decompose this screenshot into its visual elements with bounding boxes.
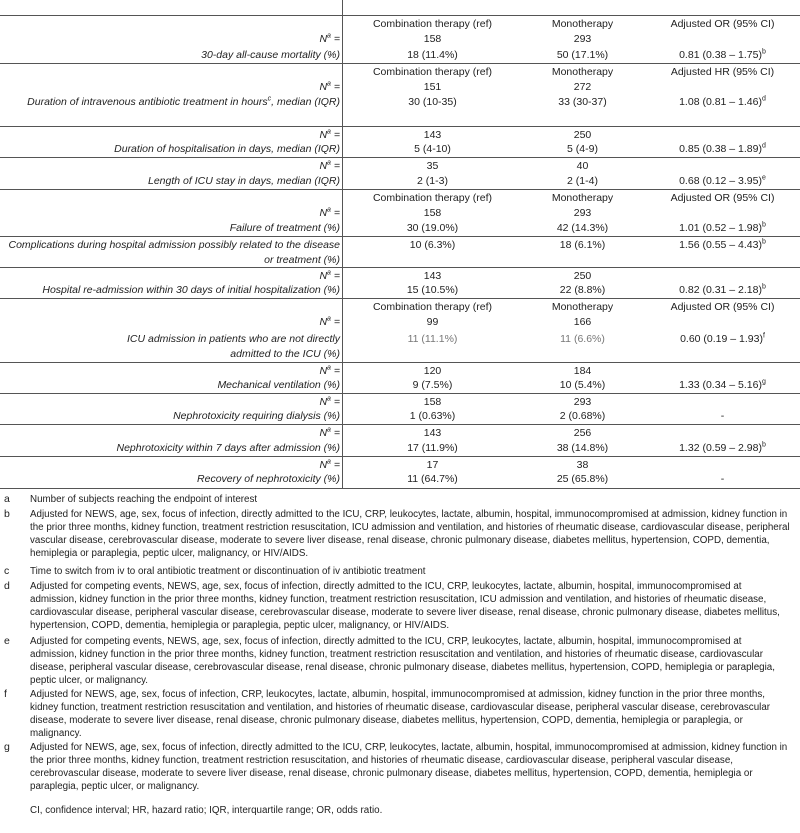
outcome-label: Duration of intravenous antibiotic treatment in hours$^c$, median (IQR): [27, 95, 340, 108]
value-combination: 30 (10-35): [408, 96, 457, 108]
value-combination: 11 (11.1%): [407, 333, 458, 345]
n-combination: 99: [426, 316, 439, 328]
n-combination: 17: [426, 459, 439, 471]
outcome-row: [0, 237, 800, 267]
outcome-row: [0, 440, 800, 456]
header-combination: Combination therapy (ref): [372, 301, 493, 313]
header-row: [0, 16, 800, 32]
value-effect: 0.85 (0.38 – 1.89)$^d$: [679, 142, 766, 155]
n-label: $N^a$ =: [319, 159, 340, 172]
header-monotherapy: Monotherapy: [551, 192, 614, 204]
value-monotherapy: 11 (6.6%): [560, 333, 605, 345]
value-effect: -: [720, 473, 725, 485]
outcome-row: [0, 141, 800, 157]
value-effect: 0.68 (0.12 – 3.95)$^e$: [679, 174, 766, 187]
footnote-key: g: [4, 741, 10, 753]
value-effect: -: [720, 410, 725, 422]
value-combination: 18 (11.4%): [407, 49, 458, 61]
footnote-text: Adjusted for NEWS, age, sex, focus of infection, directly admitted to the ICU, CRP, leukocytes, lactate, albumin, hospital, immunocompromised at admission, kidney function in the prior three months, kidney function, treatment restriction resuscitation, and histories of rheumatic disease, cardiovascular disease, peripheral vascular disease, cerebrovascular disease, moderate to severe liver disease, renal disease, chronic pulmonary disease, diabetes mellitus, hypertension, COPD, dementia, hemiplegia or paraplegia, peptic ulcer, or malignancy.: [30, 742, 788, 792]
value-monotherapy: 22 (8.8%): [559, 284, 606, 296]
n-row: [0, 79, 800, 95]
outcome-label: Failure of treatment (%): [229, 222, 340, 234]
outcome-label: Duration of hospitalisation in days, median (IQR): [114, 143, 340, 155]
header-monotherapy: Monotherapy: [551, 301, 614, 313]
value-monotherapy: 33 (30-37): [558, 96, 607, 108]
outcome-label: Complications during hospital admission possibly related to the disease or treatment (%): [8, 239, 340, 266]
footnote-key: e: [4, 635, 10, 647]
footnote-text: Adjusted for NEWS, age, sex, focus of infection, directly admitted to the ICU, CRP, leukocytes, lactate, albumin, hospital, immunocompromised at admission, kidney function in the prior three months, kidney function, treatment restriction resuscitation, ICU admission and ventilation, and histories of rheumatic disease, cardiovascular disease, peripheral vascular disease, cerebrovascular disease, moderate to severe liver disease, renal disease, chronic pulmonary disease, diabetes mellitus, hypertension, COPD, dementia, hemiplegia or paraplegia, peptic ulcer, malignancy, or HIV/AIDS.: [30, 509, 790, 559]
value-monotherapy: 5 (4-9): [567, 143, 598, 155]
outcome-row: [0, 173, 800, 189]
header-row: [0, 64, 800, 80]
n-combination: 158: [423, 396, 442, 408]
header-effect: Adjusted OR (95% CI): [670, 192, 775, 204]
value-monotherapy: 18 (6.1%): [559, 239, 606, 251]
footnote-text: Adjusted for competing events, NEWS, age, sex, focus of infection, directly admitted to the ICU, CRP, leukocytes, lactate, albumin, hospital, immunocompromised at admission, kidney function in the prior three months, kidney function, treatment restriction resuscitation and ventilation, and histories of rheumatic disease, cardiovascular disease, peripheral vascular disease, cerebrovascular disease, renal disease, chronic pulmonary disease, diabetes mellitus, hypertension, COPD, hemiplegia or paraplegia, peptic ulcer, or malignancy.: [30, 636, 775, 686]
value-monotherapy: 42 (14.3%): [556, 222, 609, 234]
n-monotherapy: 293: [573, 33, 592, 45]
footnote-text: Time to switch from iv to oral antibiotic treatment or discontinuation of iv antibiotic treatment: [30, 566, 426, 577]
n-label: $N^a$ =: [319, 269, 340, 282]
n-label: $N^a$ =: [319, 32, 340, 45]
header-combination: Combination therapy (ref): [372, 192, 493, 204]
n-monotherapy: 250: [573, 270, 592, 282]
n-combination: 120: [423, 365, 442, 377]
value-effect: 0.82 (0.31 – 2.18)$^b$: [679, 283, 766, 296]
table-rule: [0, 488, 800, 489]
value-effect: 1.08 (0.81 – 1.46)$^d$: [679, 95, 766, 108]
header-monotherapy: Monotherapy: [551, 18, 614, 30]
value-combination: 30 (19.0%): [406, 222, 459, 234]
header-effect: Adjusted OR (95% CI): [670, 18, 775, 30]
outcome-label: Nephrotoxicity requiring dialysis (%): [173, 410, 340, 422]
footnote-key: d: [4, 580, 10, 592]
footnote-key: c: [4, 565, 10, 577]
value-combination: 5 (4-10): [414, 143, 451, 155]
header-effect: Adjusted OR (95% CI): [670, 301, 775, 313]
outcome-row: [0, 220, 800, 236]
outcome-row: [0, 408, 800, 424]
outcome-row: [0, 471, 800, 487]
n-monotherapy: 256: [573, 427, 592, 439]
value-effect: 1.33 (0.34 – 5.16)$^g$: [679, 378, 766, 391]
outcome-row: [0, 377, 800, 393]
value-combination: 2 (1-3): [417, 175, 448, 187]
value-combination: 10 (6.3%): [409, 239, 456, 251]
outcome-label: Recovery of nephrotoxicity (%): [197, 473, 340, 485]
value-combination: 9 (7.5%): [412, 379, 453, 391]
footnote-key: b: [4, 508, 10, 520]
outcome-row: [0, 282, 800, 298]
header-row: [0, 190, 800, 206]
n-combination: 143: [423, 427, 442, 439]
header-monotherapy: Monotherapy: [551, 66, 614, 78]
value-effect: 0.60 (0.19 – 1.93)$^f$: [680, 332, 765, 345]
n-label: $N^a$ =: [319, 364, 340, 377]
n-monotherapy: 40: [576, 160, 589, 172]
outcome-label: Hospital re-admission within 30 days of initial hospitalization (%): [42, 284, 340, 296]
value-monotherapy: 10 (5.4%): [559, 379, 606, 391]
footnote-text: Adjusted for NEWS, age, sex, focus of infection, CRP, leukocytes, lactate, albumin, hospital, immunocompromised at admission, kidney function in the prior three months, kidney function, treatment restriction resuscitation and ventilation, and histories of rheumatic disease, cardiovascular disease, peripheral vascular disease, cerebrovascular disease, moderate to severe liver disease, renal disease, chronic pulmonary disease, diabetes mellitus, hypertension, COPD, dementia, hemiplegia or paraplegia, or malignancy.: [30, 689, 771, 739]
header-combination: Combination therapy (ref): [372, 66, 493, 78]
n-label: $N^a$ =: [319, 80, 340, 93]
value-monotherapy: 2 (1-4): [567, 175, 598, 187]
n-label: $N^a$ =: [319, 206, 340, 219]
n-row: [0, 425, 800, 441]
header-effect: Adjusted HR (95% CI): [670, 66, 775, 78]
n-combination: 35: [426, 160, 439, 172]
outcome-row: [0, 94, 800, 126]
n-monotherapy: 293: [573, 396, 592, 408]
value-monotherapy: 2 (0.68%): [559, 410, 606, 422]
footnote-key: a: [4, 493, 10, 505]
n-monotherapy: 293: [573, 207, 592, 219]
value-monotherapy: 50 (17.1%): [556, 49, 609, 61]
header-combination: Combination therapy (ref): [372, 18, 493, 30]
outcome-label: 30-day all-cause mortality (%): [201, 49, 340, 61]
n-label: $N^a$ =: [319, 128, 340, 141]
footnote-key: f: [4, 688, 7, 700]
value-monotherapy: 25 (65.8%): [556, 473, 609, 485]
n-combination: 151: [423, 81, 442, 93]
value-combination: 11 (64.7%): [407, 473, 458, 485]
n-row: [0, 158, 800, 174]
footnote-text: Number of subjects reaching the endpoint of interest: [30, 494, 258, 505]
outcome-row: [0, 331, 800, 362]
value-effect: 0.81 (0.38 – 1.75)$^b$: [679, 48, 766, 61]
n-combination: 143: [423, 129, 442, 141]
n-row: [0, 205, 800, 221]
outcome-label: ICU admission in patients who are not directly admitted to the ICU (%): [126, 333, 340, 360]
n-monotherapy: 38: [576, 459, 589, 471]
n-combination: 158: [423, 33, 442, 45]
n-monotherapy: 272: [573, 81, 592, 93]
value-effect: 1.32 (0.59 – 2.98)$^b$: [679, 441, 766, 454]
value-combination: 1 (0.63%): [409, 410, 456, 422]
abbreviations-text: CI, confidence interval; HR, hazard ratio; IQR, interquartile range; OR, odds ratio.: [30, 805, 383, 816]
value-monotherapy: 38 (14.8%): [556, 442, 609, 454]
value-effect: 1.56 (0.55 – 4.43)$^b$: [679, 238, 766, 251]
n-label: $N^a$ =: [319, 315, 340, 328]
n-label: $N^a$ =: [319, 458, 340, 471]
n-row: [0, 314, 800, 330]
outcome-label: Mechanical ventilation (%): [217, 379, 340, 391]
n-label: $N^a$ =: [319, 426, 340, 439]
n-monotherapy: 184: [573, 365, 592, 377]
n-monotherapy: 166: [573, 316, 592, 328]
n-combination: 143: [423, 270, 442, 282]
outcome-label: Nephrotoxicity within 7 days after admission (%): [116, 442, 340, 454]
header-row: [0, 299, 800, 315]
outcome-row: [0, 47, 800, 63]
n-row: [0, 31, 800, 47]
n-monotherapy: 250: [573, 129, 592, 141]
n-combination: 158: [423, 207, 442, 219]
value-combination: 17 (11.9%): [407, 442, 458, 454]
footnote-text: Adjusted for competing events, NEWS, age, sex, focus of infection, directly admitted to the ICU, CRP, leukocytes, lactate, albumin, hospital, immunocompromised at admission, kidney function in the prior three months, kidney function, treatment restriction resuscitation, ICU admission and ventilation, and histories of rheumatic disease, cardiovascular disease, peripheral vascular disease, cerebrovascular disease, moderate to severe liver disease, renal disease, chronic pulmonary disease, diabetes mellitus, hypertension, COPD, dementia, hemiplegia or paraplegia, peptic ulcer, malignancy, or HIV/AIDS.: [30, 581, 780, 631]
value-combination: 15 (10.5%): [406, 284, 459, 296]
outcome-label: Length of ICU stay in days, median (IQR): [148, 175, 340, 187]
n-label: $N^a$ =: [319, 395, 340, 408]
value-effect: 1.01 (0.52 – 1.98)$^b$: [679, 221, 766, 234]
